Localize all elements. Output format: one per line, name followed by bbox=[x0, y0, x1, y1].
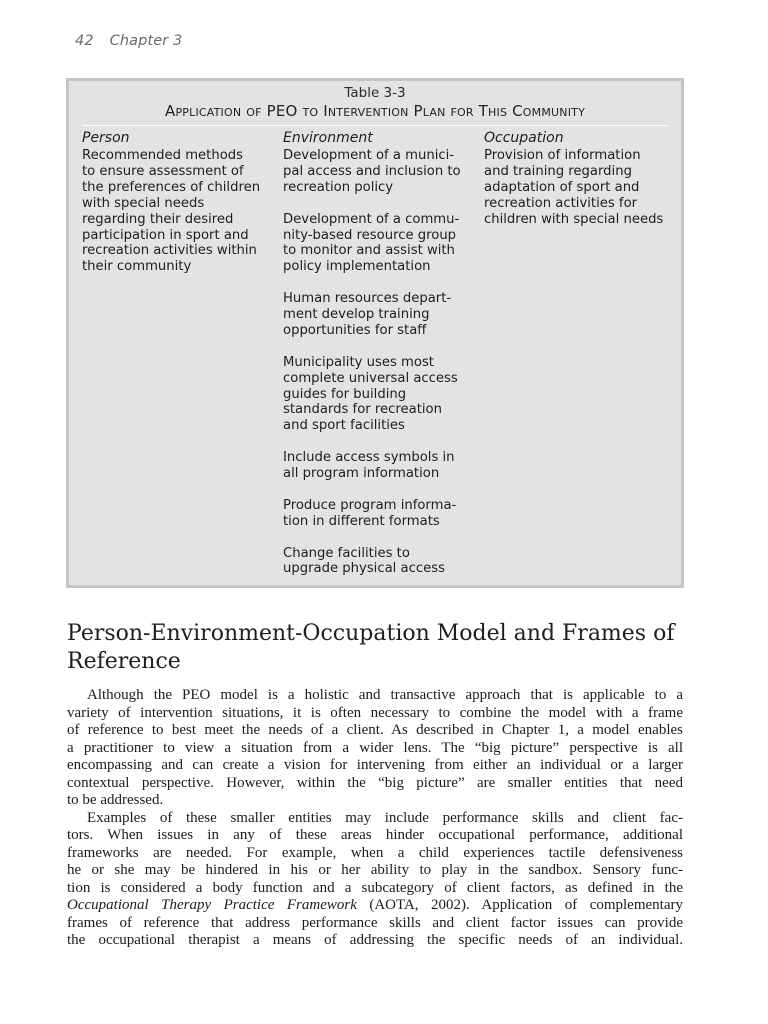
environment-item bbox=[283, 546, 473, 578]
paragraph-line: of reference to best meet the needs of a client. As described in Chapter 1, a model enables bbox=[67, 722, 683, 738]
environment-line: Change facilities to bbox=[283, 545, 410, 561]
body-text bbox=[67, 687, 683, 950]
person-line: regarding their desired bbox=[82, 211, 234, 227]
paragraph-line: to be addressed. bbox=[67, 792, 164, 808]
paragraph-line-with-italic bbox=[67, 897, 683, 915]
paragraph-line: he or she may be hindered in his or her ability to play in the sandbox. Sensory func- bbox=[67, 862, 683, 878]
environment-line: complete universal access bbox=[283, 370, 458, 386]
section-heading-line: Person-Environment-Occupation Model and Frames of bbox=[67, 621, 675, 646]
paragraph-line: a practitioner to view a situation from a wider lens. The “big picture” perspective is all bbox=[67, 739, 683, 756]
person-line: to ensure assessment of bbox=[82, 163, 244, 179]
person-line: with special needs bbox=[82, 195, 205, 211]
environment-line: and sport facilities bbox=[283, 418, 405, 434]
person-line: recreation activities within bbox=[82, 243, 257, 259]
person-column bbox=[82, 129, 272, 275]
paragraph-line: encompassing and can create a vision for intervening from either an individual or a larger bbox=[67, 757, 683, 773]
paragraph-line: frames of reference that address performance skills and client factor issues can provide bbox=[67, 914, 683, 931]
environment-line: upgrade physical access bbox=[283, 561, 445, 577]
environment-line: guides for building bbox=[283, 386, 407, 402]
environment-line: Human resources depart- bbox=[283, 291, 452, 307]
paragraph-line: contextual perspective. However, within the “big picture” are smaller entities that need bbox=[67, 774, 683, 791]
environment-item bbox=[283, 355, 473, 435]
paragraph-line: variety of intervention situations, it is often necessary to combine the model with a frame bbox=[67, 704, 683, 721]
section-heading-line: Reference bbox=[67, 649, 181, 674]
environment-line: opportunities for staff bbox=[283, 322, 427, 338]
environment-item bbox=[283, 450, 473, 482]
person-line: the preferences of children bbox=[82, 179, 261, 195]
section-heading bbox=[67, 620, 707, 676]
occupation-column bbox=[484, 129, 679, 228]
occupation-line: Provision of information bbox=[484, 148, 641, 163]
environment-line: Municipality uses most bbox=[283, 354, 434, 370]
citation-text: (AOTA, 2002). Application of complementary bbox=[356, 897, 683, 913]
environment-line: recreation policy bbox=[283, 179, 394, 195]
environment-line: ment develop training bbox=[283, 307, 430, 323]
environment-line: Produce program informa- bbox=[283, 497, 457, 513]
person-header: Person bbox=[82, 130, 130, 146]
table-label: Table 3-3 bbox=[344, 85, 406, 101]
occupation-line: children with special needs bbox=[484, 211, 664, 227]
paragraph-line: tion is considered a body function and a subcategory of client factors, as defined in the bbox=[67, 879, 683, 896]
occupation-cell bbox=[484, 148, 679, 228]
paragraph-line: frameworks are needed. For example, when a child experiences tactile defensiveness bbox=[67, 844, 683, 861]
person-line: participation in sport and bbox=[82, 227, 249, 243]
environment-cell bbox=[283, 148, 473, 577]
paragraph-line: Examples of these smaller entities may include performance skills and client fac- bbox=[87, 809, 683, 826]
paragraph-line: the occupational therapist a means of addressing the specific needs of an individual. bbox=[67, 932, 683, 948]
environment-line: nity-based resource group bbox=[283, 227, 457, 243]
environment-item bbox=[283, 148, 473, 196]
chapter-label: Chapter 3 bbox=[109, 33, 183, 49]
environment-line: tion in different formats bbox=[283, 513, 440, 529]
environment-item bbox=[283, 291, 473, 339]
table-3-3 bbox=[66, 78, 684, 588]
paragraph-1 bbox=[67, 687, 683, 810]
paragraph-line: Although the PEO model is a holistic and transactive approach that is applicable to a bbox=[87, 687, 683, 703]
person-cell bbox=[82, 148, 272, 275]
framework-title: Occupational Therapy Practice Framework bbox=[67, 897, 357, 913]
person-line: their community bbox=[82, 259, 192, 275]
paragraph-2 bbox=[67, 810, 683, 950]
table-title: Application of PEO to Intervention Plan for This Community bbox=[164, 102, 585, 120]
paragraph-line: tors. When issues in any of these areas hinder occupational performance, additional bbox=[67, 827, 683, 843]
occupation-line: and training regarding bbox=[484, 163, 632, 179]
environment-line: Include access symbols in bbox=[283, 450, 455, 466]
occupation-line: adaptation of sport and bbox=[484, 179, 640, 195]
environment-line: Development of a munici- bbox=[283, 148, 455, 163]
environment-line: pal access and inclusion to bbox=[283, 163, 461, 179]
occupation-line: recreation activities for bbox=[484, 195, 638, 211]
environment-header: Environment bbox=[283, 130, 373, 146]
environment-line: policy implementation bbox=[283, 259, 431, 275]
table-header-rule bbox=[82, 125, 668, 126]
environment-item bbox=[283, 212, 473, 276]
running-head bbox=[75, 33, 182, 49]
environment-column bbox=[283, 129, 473, 577]
environment-line: Development of a commu- bbox=[283, 211, 460, 227]
environment-line: to monitor and assist with bbox=[283, 243, 455, 259]
environment-line: all program information bbox=[283, 466, 440, 482]
environment-line: standards for recreation bbox=[283, 402, 442, 418]
occupation-header: Occupation bbox=[484, 130, 564, 146]
page-number: 42 bbox=[75, 33, 94, 49]
environment-item bbox=[283, 498, 473, 530]
person-line: Recommended methods bbox=[82, 148, 244, 163]
